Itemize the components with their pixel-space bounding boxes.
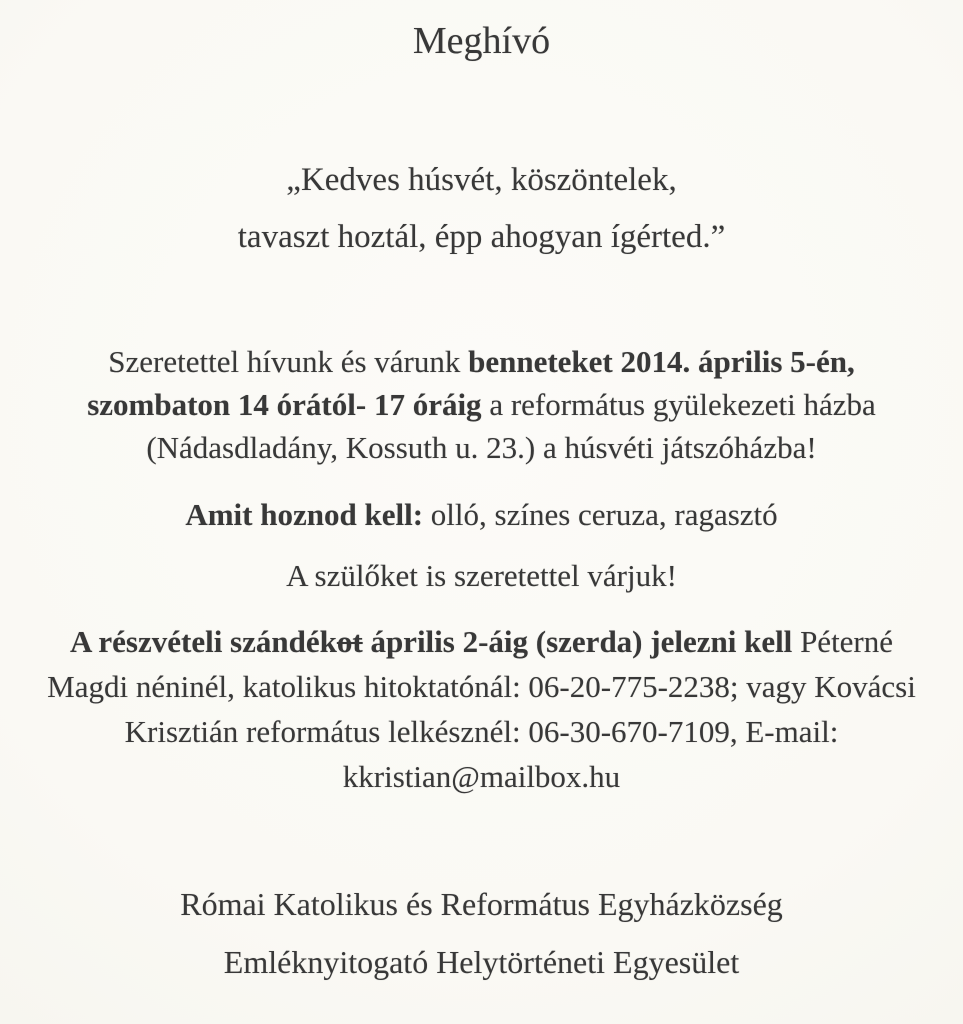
rsvp-line-1-regular: Péterné <box>792 624 894 659</box>
organizer-line-1: Római Katolikus és Református Egyházközség <box>180 886 783 922</box>
rsvp-line-1-bold-strike: ot <box>336 624 363 659</box>
rsvp-paragraph <box>0 619 963 799</box>
bring-list-paragraph <box>0 493 963 537</box>
rsvp-line-1-bold-a: A részvételi szándék <box>69 624 337 659</box>
quote-line-2: tavaszt hoztál, épp ahogyan ígérted.” <box>237 219 726 255</box>
bring-items: olló, színes ceruza, ragasztó <box>423 497 778 532</box>
opening-quote <box>0 152 963 266</box>
rsvp-email: kkristian@mailbox.hu <box>342 759 621 794</box>
organizer-line-2: Emléknyitogató Helytörténeti Egyesület <box>223 944 740 980</box>
rsvp-line-3: Krisztián református lelkésznél: 06-30-670-7109, E-mail: <box>124 714 839 749</box>
quote-line-1: „Kedves húsvét, köszöntelek, <box>286 162 677 198</box>
title-text: Meghívó <box>412 20 551 62</box>
rsvp-line-2: Magdi néninél, katolikus hitoktatónál: 06-20-775-2238; vagy Kovácsi <box>47 669 916 704</box>
invitation-line-2-bold: szombaton 14 órától- 17 óráig <box>87 387 482 422</box>
invitation-line-2-regular: a református gyülekezeti házba <box>481 387 876 422</box>
bring-line <box>0 493 963 537</box>
invitation-paragraph <box>0 340 963 469</box>
invitation-line-1-bold: benneteket 2014. április 5-én, <box>468 344 855 379</box>
organizers-signature <box>0 875 963 991</box>
invitation-line-3: (Nádasdladány, Kossuth u. 23.) a húsvéti játszóházba! <box>146 430 817 465</box>
invitation-line-1-regular: Szeretettel hívunk és várunk <box>108 344 469 379</box>
parents-note-paragraph <box>0 554 963 598</box>
document-title <box>0 0 963 64</box>
invitation-line-1 <box>0 340 963 383</box>
rsvp-line-1-bold-b: április 2-áig (szerda) jelezni kell <box>362 624 793 659</box>
rsvp-line-1 <box>0 619 963 664</box>
invitation-line-2 <box>0 383 963 426</box>
parents-note-line: A szülőket is szeretettel várjuk! <box>286 558 677 593</box>
bring-label: Amit hoznod kell: <box>185 497 424 532</box>
